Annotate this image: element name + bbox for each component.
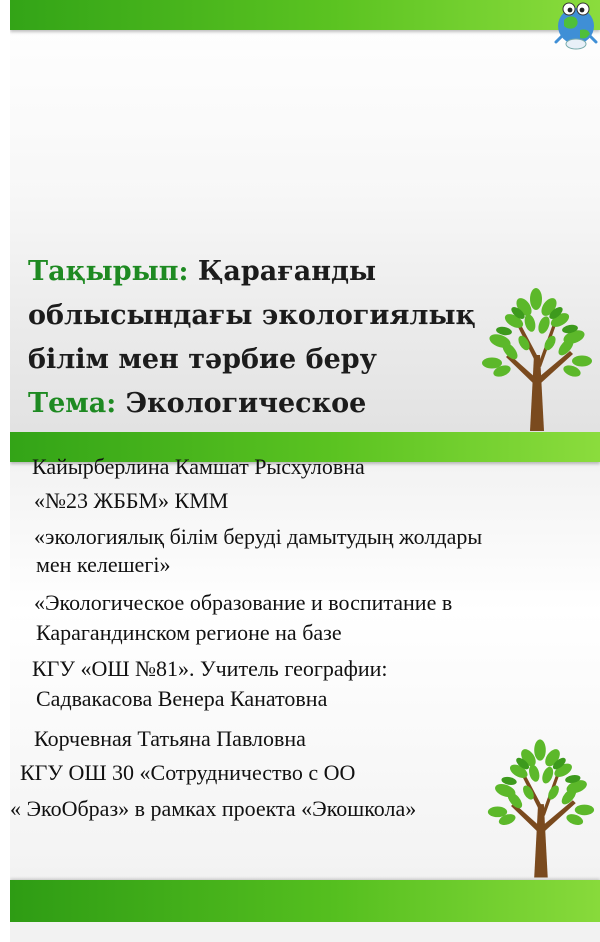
title-line-1: Тақырып: Қарағанды	[28, 256, 377, 287]
author-line: Садвакасова Венера Канатовна	[36, 686, 328, 711]
author-line: « ЭкоОбраз» в рамках проекта «Экошкола»	[10, 796, 417, 821]
author-line: «экологиялық білім беруді дамытудың жолдары	[34, 524, 483, 549]
author-line: КГУ «ОШ №81». Учитель географии:	[32, 656, 388, 681]
title-label-ru: Тема:	[28, 388, 117, 419]
author-line: КГУ ОШ 30 «Сотрудничество с ОО	[20, 760, 356, 785]
author-line: «Экологическое образование и воспитание в	[34, 590, 453, 615]
slide-footer	[10, 922, 600, 942]
title-line-4: Тема: Экологическое	[28, 388, 367, 419]
slide-title	[28, 250, 498, 426]
tree-icon	[478, 285, 594, 431]
author-line: «№23 ЖББМ» КММ	[34, 488, 229, 513]
title-slide	[10, 0, 600, 432]
author-line: Корчевная Татьяна Павловна	[34, 726, 306, 751]
tree-icon	[484, 736, 596, 878]
title-line-3: білім мен тәрбие беру	[28, 344, 377, 375]
bottom-green-band	[10, 880, 600, 922]
title-label-kz: Тақырып:	[28, 256, 189, 287]
authors-slide	[10, 432, 600, 942]
author-line: мен келешегі»	[36, 552, 171, 577]
eco-mascot-icon	[550, 0, 600, 50]
author-line: Кайырберлина Камшат Рысхуловна	[32, 454, 365, 479]
author-line: Карагандинском регионе на базе	[36, 620, 342, 645]
top-green-band	[10, 0, 600, 30]
title-line-2: облысындағы экологиялық	[28, 300, 476, 331]
